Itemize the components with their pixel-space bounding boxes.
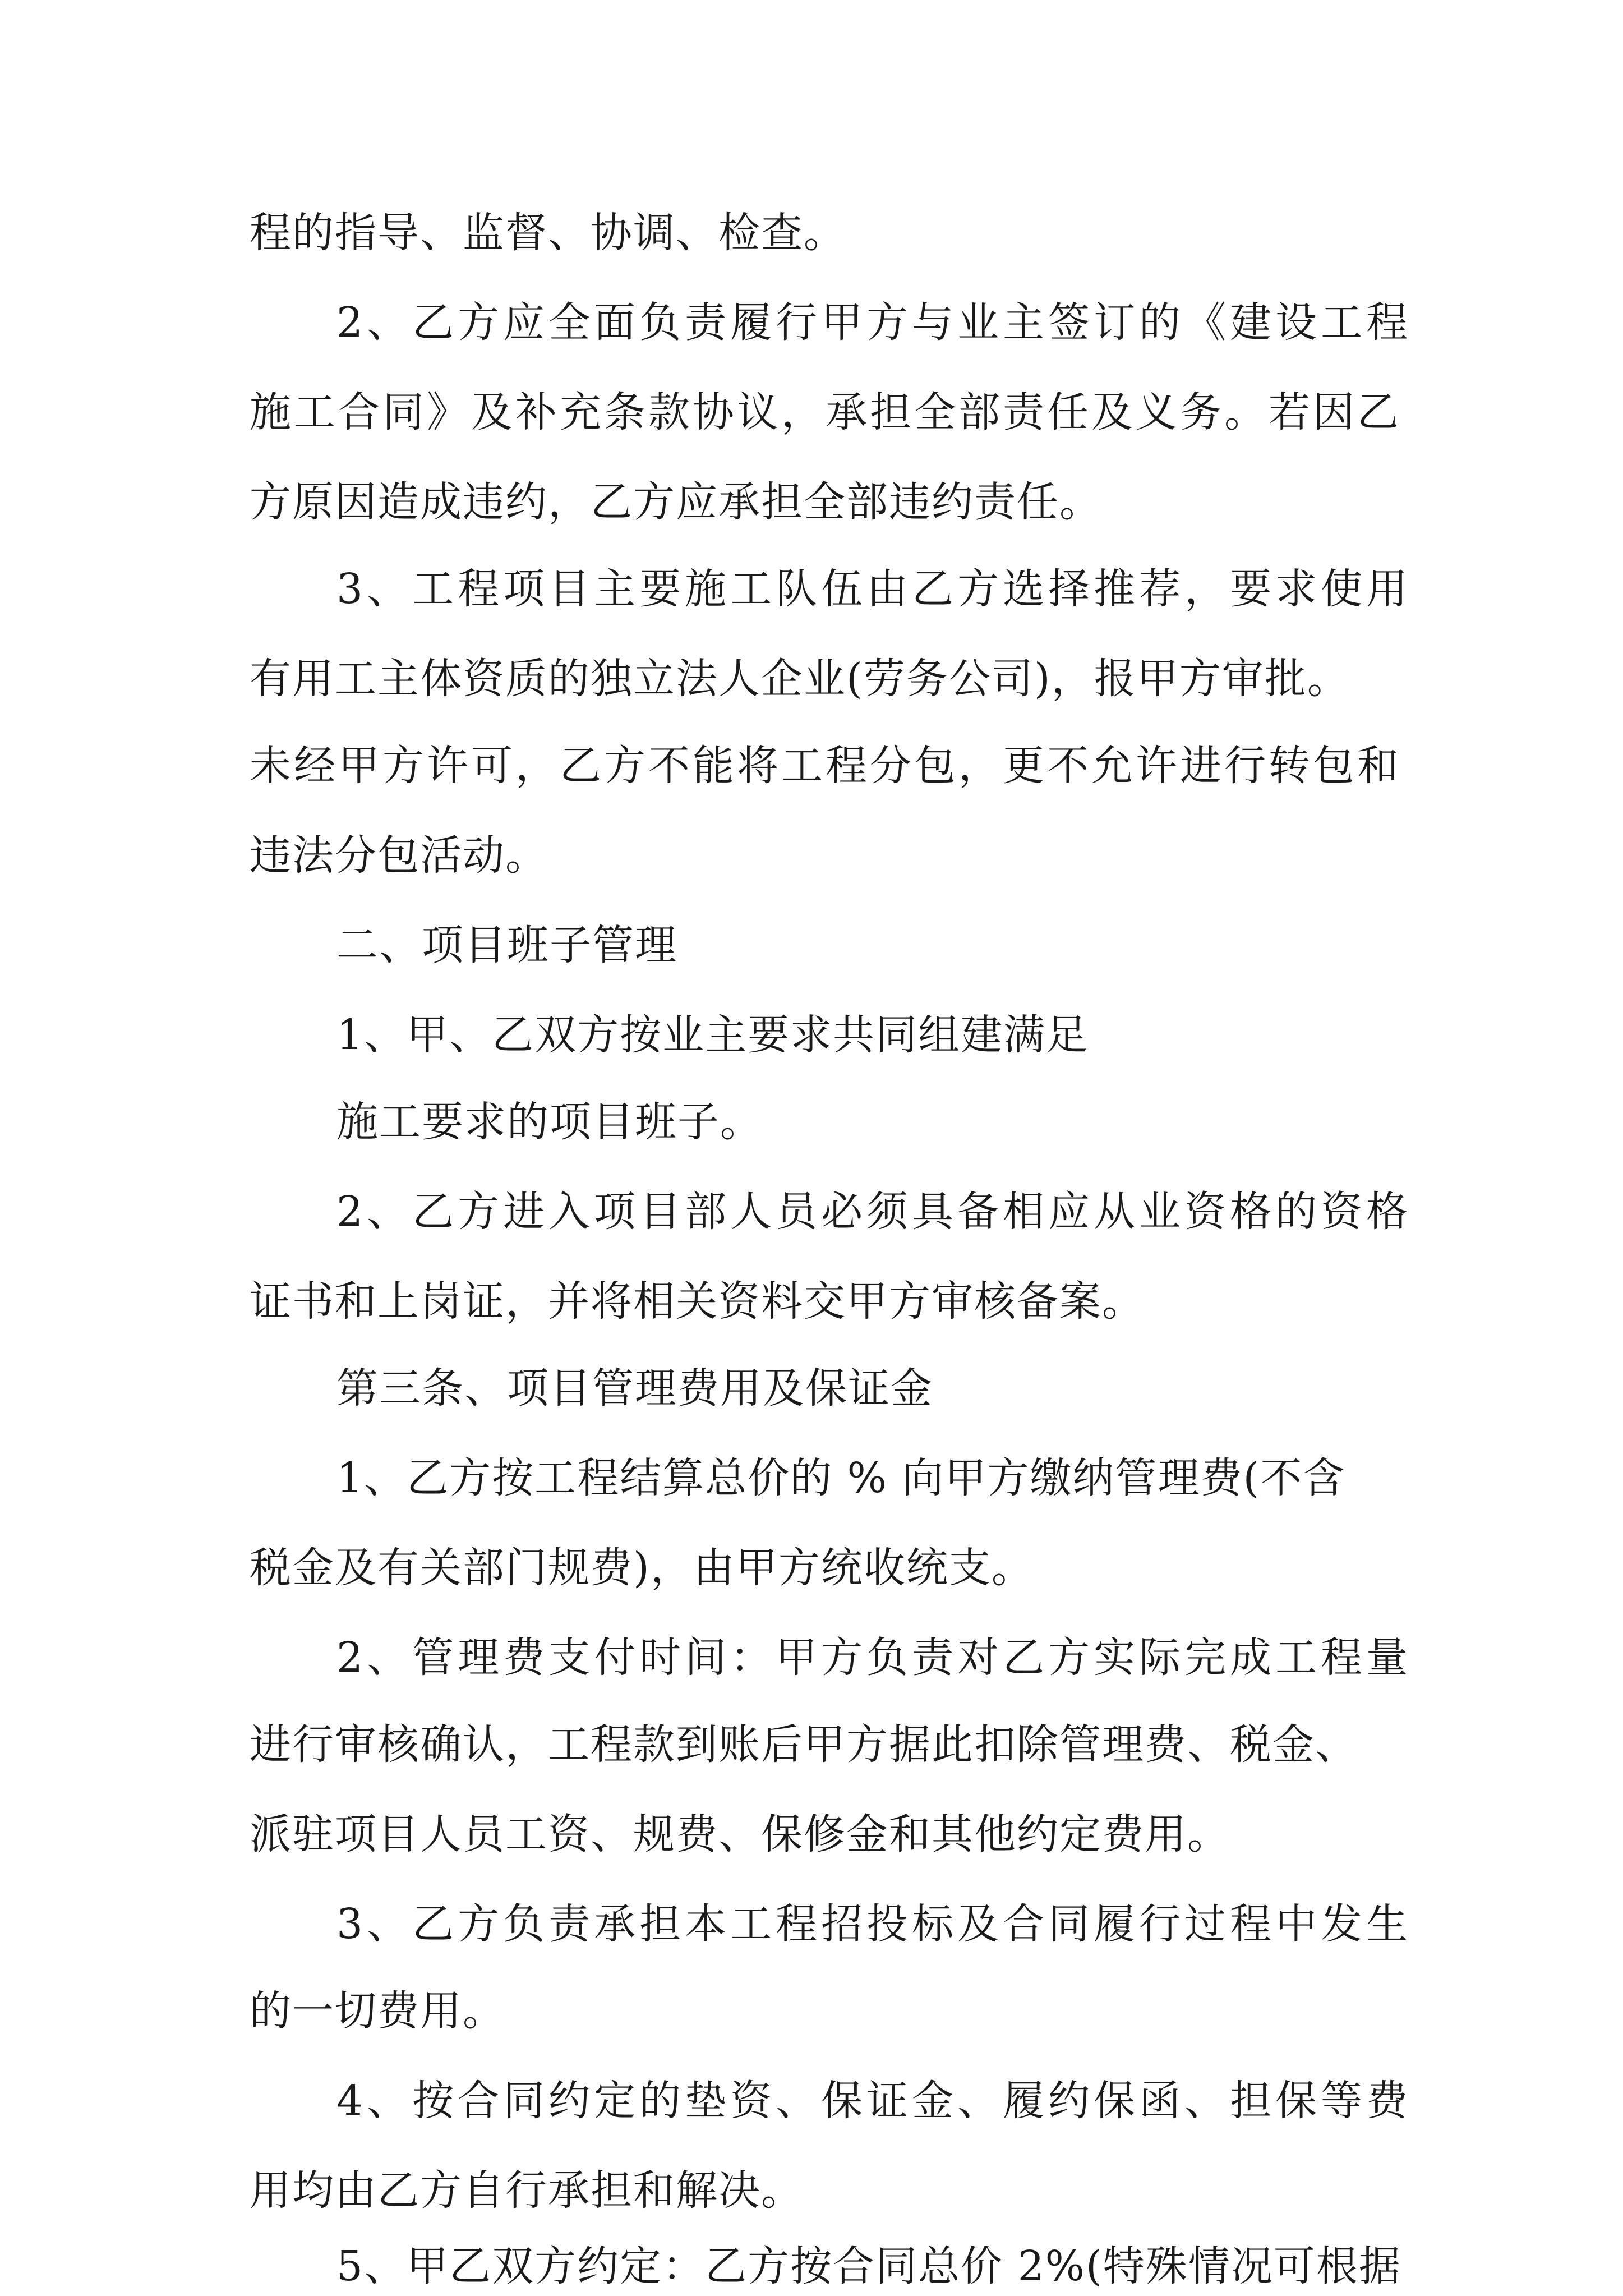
text-line: 用均由乙方自行承担和解决。 [250,2166,804,2215]
text-line: 程的指导、监督、协调、检查。 [250,209,846,257]
text-line: 方原因造成违约，乙方应承担全部违约责任。 [250,478,1102,526]
text-line: 施工合同》及补充条款协议，承担全部责任及义务。若因乙 [250,388,1401,436]
text-line: 进行审核确认，工程款到账后甲方据此扣除管理费、税金、 [250,1720,1358,1769]
text-line: 违法分包活动。 [250,831,548,880]
section-heading: 二、项目班子管理 [336,921,677,969]
text-line: 未经甲方许可，乙方不能将工程分包，更不允许进行转包和 [250,742,1401,790]
text-line: 5、甲乙双方约定：乙方按合同总价 2%(特殊情况可根据 [336,2242,1401,2290]
section-heading: 第三条、项目管理费用及保证金 [336,1364,933,1412]
text-line: 3、乙方负责承担本工程招投标及合同履行过程中发生 [336,1900,1412,1948]
text-line: 3、工程项目主要施工队伍由乙方选择推荐，要求使用 [336,565,1412,613]
text-line: 施工要求的项目班子。 [336,1098,763,1146]
text-line: 1、甲、乙双方按业主要求共同组建满足 [336,1011,1089,1059]
text-line: 2、乙方进入项目部人员必须具备相应从业资格的资格 [336,1188,1412,1236]
text-line: 4、按合同约定的垫资、保证金、履约保函、担保等费 [336,2077,1412,2125]
text-line: 派驻项目人员工资、规费、保修金和其他约定费用。 [250,1810,1230,1858]
text-line: 税金及有关部门规费)，由甲方统收统支。 [250,1544,1034,1592]
text-line: 2、管理费支付时间：甲方负责对乙方实际完成工程量 [336,1634,1412,1682]
text-line: 有用工主体资质的独立法人企业(劳务公司)，报甲方审批。 [250,655,1350,703]
text-line: 的一切费用。 [250,1987,505,2035]
text-line: 1、乙方按工程结算总价的 % 向甲方缴纳管理费(不含 [336,1454,1346,1502]
text-line: 证书和上岗证，并将相关资料交甲方审核备案。 [250,1277,1145,1326]
text-line: 2、乙方应全面负责履行甲方与业主签订的《建设工程 [336,298,1412,347]
